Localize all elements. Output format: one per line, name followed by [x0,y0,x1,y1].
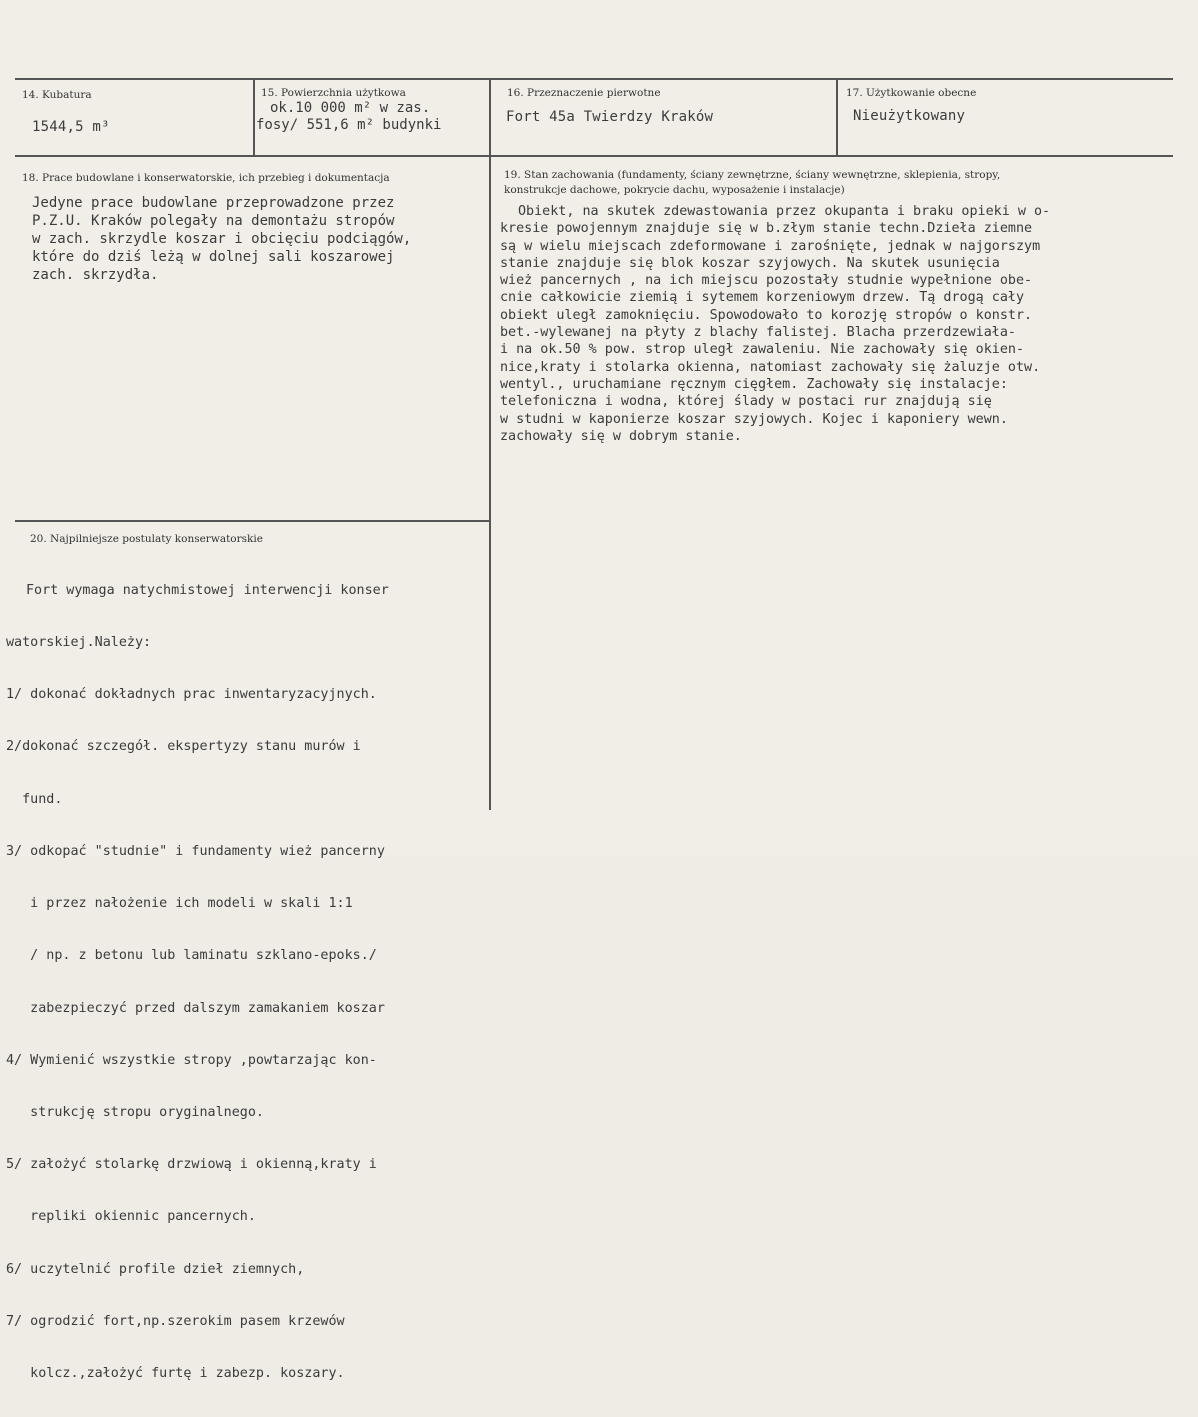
przeznaczenie-value: Fort 45a Twierdzy Kraków [506,109,714,125]
section20-top-rule [15,520,489,522]
postulat-line: Fort wymaga natychmistowej interwencji konser [26,582,389,598]
postulat-line: 2/dokonać szczegół. ekspertyzy stanu murów i [6,739,361,755]
powierzchnia-label: 15. Powierzchnia użytkowa [261,87,406,99]
prace-budowlane-text [32,194,411,284]
postulat-line: 1/ dokonać dokładnych prac inwentaryzacyjnych. [6,687,377,703]
stan-line: stanie znajduje się blok koszar szyjowych. Na skutek usunięcia [500,255,1000,271]
postulat-line: fund. [6,791,63,807]
postulaty-label: 20. Najpilniejsze postulaty konserwatorskie [30,533,263,545]
uzytkowanie-label: 17. Użytkowanie obecne [846,87,977,99]
prace-line: zach. skrzydła. [32,267,159,283]
stan-line: wentyl., uruchamiane ręcznym cięgłem. Zachowały się instalacje: [500,376,1008,392]
powierzchnia-line: fosy/ 551,6 m² budynki [256,117,442,133]
postulat-line: repliki okiennic pancernych. [6,1209,256,1225]
stan-line: w studni w kaponierze koszar szyjowych. Kojec i kaponiery wewn. [500,411,1008,427]
stan-line: Obiekt, na skutek zdewastowania przez okupanta i braku opieki w o- [518,204,1051,219]
stan-zachowania-text [500,203,1050,445]
stan-line: wież pancernych , na ich miejscu pozostały studnie wypełnione obe- [500,273,1033,289]
postulat-line: 3/ odkopać "studnie" i fundamenty wież pancerny [6,843,385,859]
postulat-line: 7/ ogrodzić fort,np.szerokim pasem krzewów [6,1313,345,1329]
stan-line: telefoniczna i wodna, której ślady w postaci rur znajdują się [500,394,992,410]
prace-line: w zach. skrzydle koszar i obcięciu podciągów, [32,231,412,247]
uzytkowanie-value: Nieużytkowany [853,108,966,124]
postulat-line: 6/ uczytelnić profile dzieł ziemnych, [6,1261,305,1277]
przeznaczenie-label: 16. Przeznaczenie pierwotne [507,87,661,99]
stan-label-line: konstrukcje dachowe, pokrycie dachu, wyposażenie i instalacje) [504,184,845,196]
stan-line: są w wielu miejscach zdeformowane i zarośnięte, jednak w najgorszym [500,238,1041,254]
divider-15-16 [489,78,491,810]
kubatura-label: 14. Kubatura [22,89,92,101]
postulat-line: kolcz.,założyć furtę i zabezp. koszary. [6,1366,345,1382]
powierzchnia-line: ok.10 000 m² w zas. [270,100,431,116]
stan-line: bet.-wylewanej na płyty z blachy falistej. Blacha przerdzewiała- [500,325,1016,341]
postulat-line: watorskiej.Należy: [6,635,152,651]
postulat-line: zabezpieczyć przed dalszym zamakaniem koszar [6,1000,385,1016]
stan-line: kresie powojennym znajduje się w b.złym stanie techn.Dzieła ziemne [500,221,1033,237]
stan-line: cnie całkowicie ziemią i sytemem korzeniowym drzew. Tą drogą cały [500,290,1025,306]
postulat-line: i przez nałożenie ich modeli w skali 1:1 [6,896,353,912]
stan-zachowania-label [504,168,1000,198]
prace-line: P.Z.U. Kraków polegały na demontażu stropów [32,213,395,229]
postulat-line: strukcję stropu oryginalnego. [6,1105,264,1120]
divider-16-17 [836,78,838,156]
postulat-line: 5/ założyć stolarkę drzwiową i okienną,kraty i [6,1157,377,1173]
stan-label-line: 19. Stan zachowania (fundamenty, ściany zewnętrzne, ściany wewnętrzne, sklepienia, stropy, [504,169,1001,181]
prace-budowlane-label: 18. Prace budowlane i konserwatorskie, ich przebieg i dokumentacja [22,172,390,184]
stan-line: obiekt uległ zamoknięciu. Spowodowało to korozję stropów o konstr. [500,307,1033,323]
stan-line: nice,kraty i stolarka okienna, natomiast zachowały się żaluzje otw. [500,359,1041,375]
powierzchnia-value [256,100,442,134]
stan-line: zachowały się w dobrym stanie. [500,428,742,444]
postulaty-text [6,547,389,1417]
kubatura-value: 1544,5 m³ [32,119,110,135]
divider-14-15 [253,78,255,156]
top-rule [15,78,1173,80]
row1-bottom-rule [15,155,1173,157]
prace-line: Jedyne prace budowlane przeprowadzone przez [32,195,395,211]
prace-line: które do dziś leżą w dolnej sali koszarowej [32,249,395,265]
postulat-line: / np. z betonu lub laminatu szklano-epoks./ [6,948,377,964]
stan-line: i na ok.50 % pow. strop uległ zawaleniu. Nie zachowały się okien- [500,342,1025,358]
postulat-line: 4/ Wymienić wszystkie stropy ,powtarzając kon- [6,1052,377,1068]
